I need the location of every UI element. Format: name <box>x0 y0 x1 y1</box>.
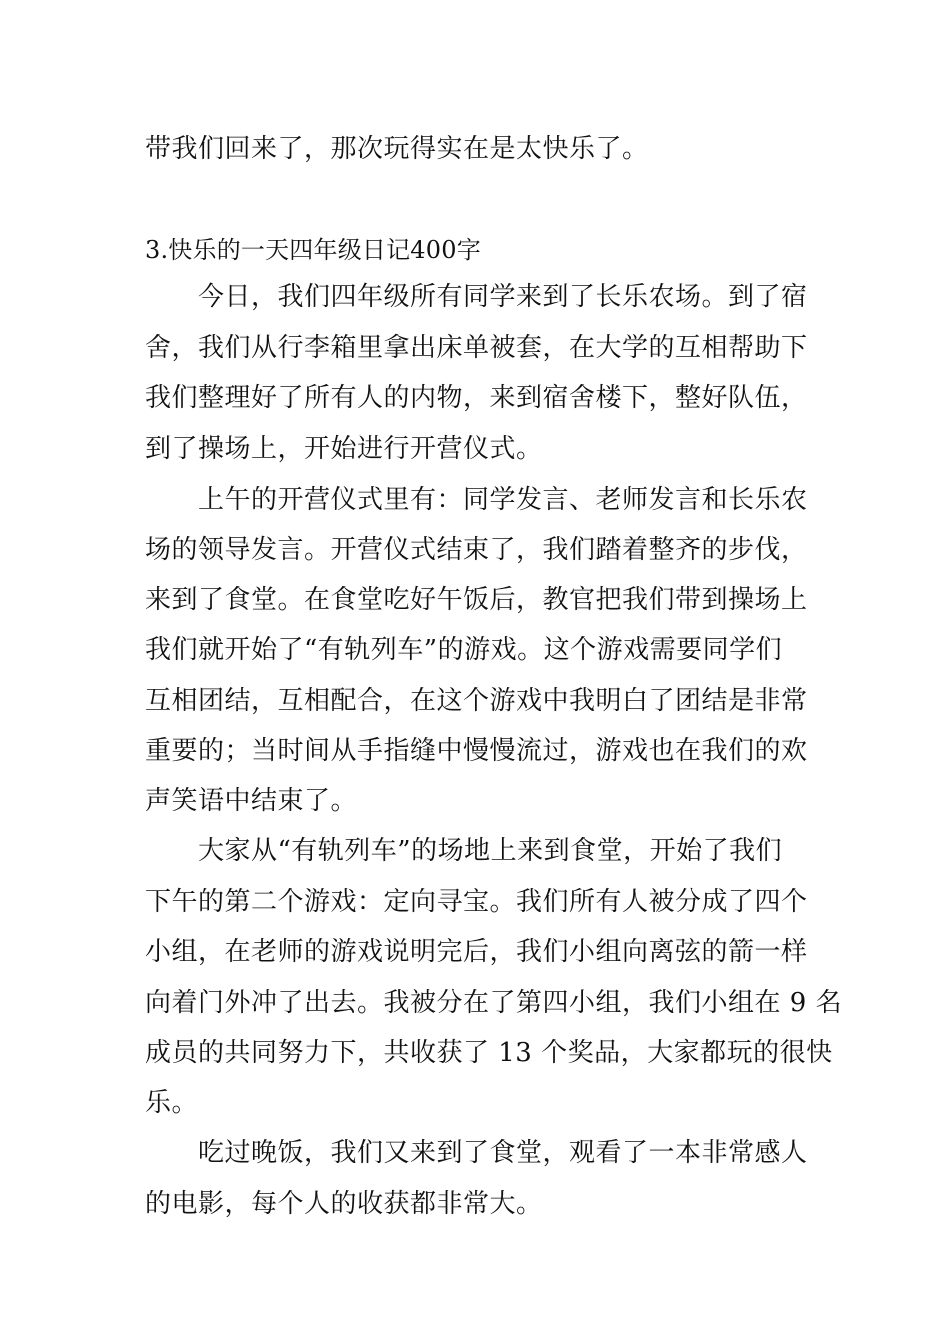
intro-line: 带我们回来了，那次玩得实在是太快乐了。 <box>145 134 649 164</box>
paragraph-line: 成员的共同努力下，共收获了 13 个奖品，大家都玩的很快 <box>145 1038 833 1068</box>
paragraph-line: 重要的；当时间从手指缝中慢慢流过，游戏也在我们的欢 <box>145 736 808 766</box>
paragraph-line: 我们就开始了“有轨列车”的游戏。这个游戏需要同学们 <box>145 635 783 665</box>
paragraph-line: 场的领导发言。开营仪式结束了，我们踏着整齐的步伐， <box>145 535 808 565</box>
paragraph-line: 到了操场上，开始进行开营仪式。 <box>145 434 543 464</box>
paragraph-line: 上午的开营仪式里有：同学发言、老师发言和长乐农 <box>198 485 808 515</box>
paragraph-line: 小组，在老师的游戏说明完后，我们小组向离弦的箭一样 <box>145 937 808 967</box>
paragraph-line: 我们整理好了所有人的内物，来到宿舍楼下，整好队伍， <box>145 383 808 413</box>
paragraph-line: 大家从“有轨列车”的场地上来到食堂，开始了我们 <box>198 836 783 866</box>
paragraph-line: 下午的第二个游戏：定向寻宝。我们所有人被分成了四个 <box>145 887 808 917</box>
paragraph-line: 吃过晚饭，我们又来到了食堂，观看了一本非常感人 <box>198 1138 808 1168</box>
paragraph-line: 声笑语中结束了。 <box>145 786 358 816</box>
paragraph-line: 乐。 <box>145 1088 199 1118</box>
paragraph-line: 的电影，每个人的收获都非常大。 <box>145 1189 543 1219</box>
paragraph-line: 舍，我们从行李箱里拿出床单被套，在大学的互相帮助下 <box>145 333 808 363</box>
paragraph-line: 向着门外冲了出去。我被分在了第四小组，我们小组在 9 名 <box>145 988 843 1018</box>
paragraph-line: 来到了食堂。在食堂吃好午饭后，教官把我们带到操场上 <box>145 585 808 615</box>
section-heading: 3.快乐的一天四年级日记400字 <box>145 236 481 264</box>
paragraph-line: 互相团结，互相配合，在这个游戏中我明白了团结是非常 <box>145 686 808 716</box>
paragraph-line: 今日，我们四年级所有同学来到了长乐农场。到了宿 <box>198 282 808 312</box>
